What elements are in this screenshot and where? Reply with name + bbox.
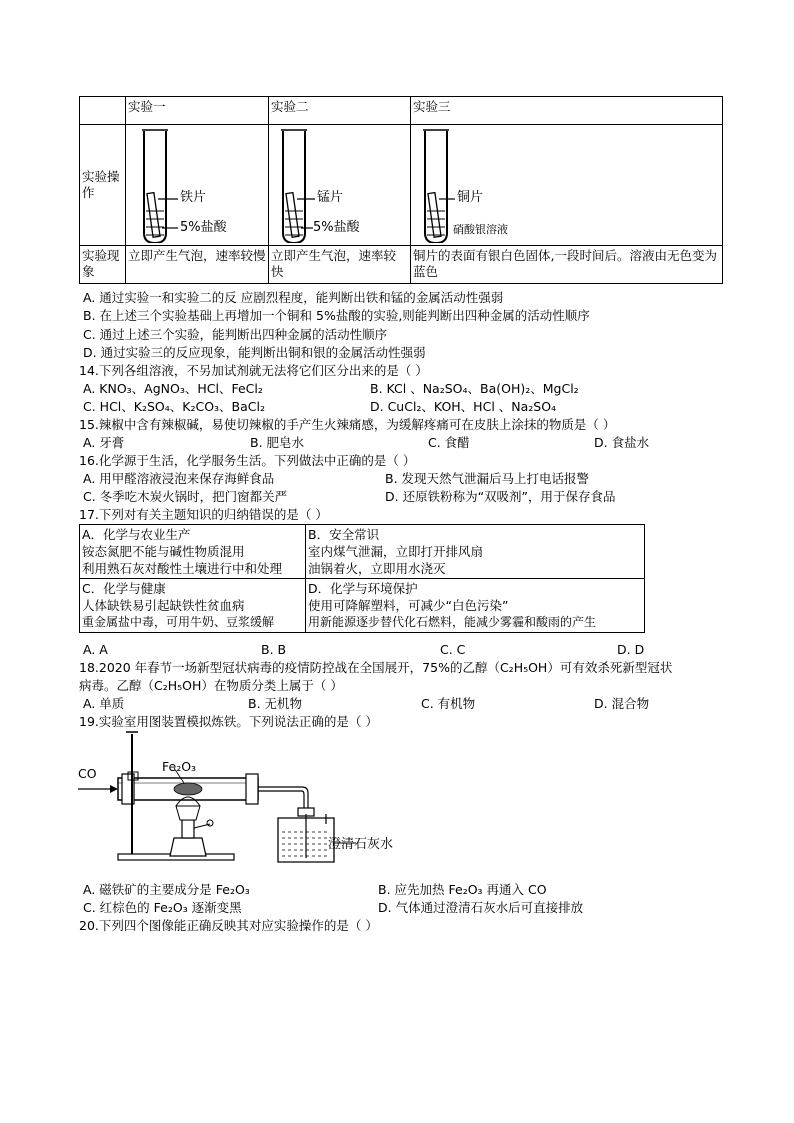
obs-exp2: 立即产生气泡，速率较快 <box>269 246 411 284</box>
obs-exp1: 立即产生气泡，速率较慢 <box>126 246 269 284</box>
q18-option-c: C. 有机物 <box>421 696 476 711</box>
q17-option-c: C. C <box>440 642 466 657</box>
q16-option-c: C. 冬季吃木炭火锅时，把门窗都关严 <box>83 489 288 504</box>
q17-option-a: A. A <box>83 642 108 657</box>
q14-option-c: C. HCl、K₂SO₄、K₂CO₃、BaCl₂ <box>83 399 266 414</box>
q17-cell-d-line2: 用新能源逐步替代化石燃料，能减少雾霾和酸雨的产生 <box>308 615 597 629</box>
test-tube-copper-figure <box>411 125 611 243</box>
q19-option-c: C. 红棕色的 Fe₂O₃ 逐渐变黑 <box>83 900 242 915</box>
co-label: CO <box>78 766 97 781</box>
tube3-metal-label: 铜片 <box>457 190 484 205</box>
q17-cell-c-title: C．化学与健康 <box>82 581 166 596</box>
q19-option-b: B. 应先加热 Fe₂O₃ 再通入 CO <box>378 882 547 897</box>
q14-option-d: D. CuCl₂、KOH、HCl 、Na₂SO₄ <box>370 399 557 414</box>
fe2o3-label: Fe₂O₃ <box>162 759 197 774</box>
q16-option-a: A. 用甲醛溶液浸泡来保存海鲜食品 <box>83 471 275 486</box>
q14-stem: 14.下列各组溶液，不另加试剂就无法将它们区分出来的是（ ） <box>79 363 428 378</box>
q17-stem: 17.下列对有关主题知识的归纳错误的是（ ） <box>79 507 328 522</box>
q18-option-a: A. 单质 <box>83 696 125 711</box>
header-exp3: 实验三 <box>411 97 723 125</box>
q16-stem: 16.化学源于生活，化学服务生活。下列做法中正确的是（ ） <box>79 453 416 468</box>
q13-option-d: D. 通过实验三的反应现象，能判断出铜和银的金属活动性强弱 <box>83 345 426 360</box>
obs-exp3: 铜片的表面有银白色固体,一段时间后。溶液由无色变为蓝色 <box>411 246 723 284</box>
q19-option-a: A. 磁铁矿的主要成分是 Fe₂O₃ <box>83 882 250 897</box>
q17-cell-d <box>306 579 645 633</box>
tube1-metal-label: 铁片 <box>180 190 207 205</box>
tube2-metal-label: 锰片 <box>317 190 344 205</box>
q15-option-b: B. 肥皂水 <box>250 435 305 450</box>
table-corner-cell <box>80 97 126 125</box>
q17-cell-a-line2: 利用熟石灰对酸性土壤进行中和处理 <box>82 561 283 576</box>
q17-table <box>79 524 645 633</box>
q13-option-a: A. 通过实验一和实验二的反 应剧烈程度，能判断出铁和锰的金属活动性强弱 <box>83 290 504 305</box>
q17-cell-c-line2: 重金属盐中毒，可用牛奶、豆浆缓解 <box>82 615 275 629</box>
q18-stem-line2: 病毒。乙醇（C₂H₅OH）在物质分类上属于（ ） <box>79 678 343 693</box>
tube2-solution-label: 5%盐酸 <box>313 220 360 235</box>
q15-option-d: D. 食盐水 <box>594 435 650 450</box>
q17-cell-a-line1: 铵态氮肥不能与碱性物质混用 <box>82 544 245 559</box>
q16-option-d: D. 还原铁粉称为“双吸剂”，用于保存食品 <box>385 489 616 504</box>
experiment-table <box>79 96 723 284</box>
tube-cell-1 <box>126 125 269 246</box>
q15-stem: 15.辣椒中含有辣椒碱，易使切辣椒的手产生火辣痛感，为缓解疼痛可在皮肤上涂抹的物质是（ ） <box>79 417 616 432</box>
q19-option-d: D. 气体通过澄清石灰水后可直接排放 <box>378 900 584 915</box>
q17-cell-b-line1: 室内煤气泄漏，立即打开排风扇 <box>308 544 484 559</box>
q17-cell-d-title: D．化学与环境保护 <box>308 581 418 596</box>
q19-stem: 19.实验室用图装置模拟炼铁。下列说法正确的是（ ） <box>79 714 378 729</box>
q15-option-a: A. 牙膏 <box>83 435 125 450</box>
q13-option-b: B. 在上述三个实验基础上再增加一个铜和 5%盐酸的实验,则能判断出四种金属的活动性顺序 <box>83 308 590 323</box>
tube3-solution-label: 硝酸银溶液 <box>453 223 508 236</box>
iron-smelting-apparatus-figure <box>70 728 430 868</box>
q16-option-b: B. 发现天然气泄漏后马上打电话报警 <box>385 471 590 486</box>
tube-cell-2 <box>269 125 411 246</box>
header-exp2: 实验二 <box>269 97 411 125</box>
q20-stem: 20.下列四个图像能正确反映其对应实验操作的是（ ） <box>79 918 378 933</box>
q17-cell-d-line1: 使用可降解塑料，可减少“白色污染” <box>308 598 509 613</box>
q17-cell-b-title: B．安全常识 <box>308 527 380 542</box>
q13-option-c: C. 通过上述三个实验，能判断出四种金属的活动性顺序 <box>83 327 388 342</box>
tube-cell-3 <box>411 125 723 246</box>
q14-option-a: A. KNO₃、AgNO₃、HCl、FeCl₂ <box>83 381 263 396</box>
q17-cell-c <box>80 579 306 633</box>
q17-cell-c-line1: 人体缺铁易引起缺铁性贫血病 <box>82 598 245 613</box>
row-label-observation: 实验现象 <box>80 246 126 284</box>
tube1-solution-label: 5%盐酸 <box>180 220 227 235</box>
q14-option-b: B. KCl 、Na₂SO₄、Ba(OH)₂、MgCl₂ <box>370 381 579 396</box>
q15-option-c: C. 食醋 <box>428 435 470 450</box>
header-exp1: 实验一 <box>126 97 269 125</box>
q18-option-b: B. 无机物 <box>248 696 303 711</box>
q18-stem-line1: 18.2020 年春节一场新型冠状病毒的疫情防控战在全国展开，75%的乙醇（C₂H₅OH）可有效杀死新型冠状 <box>79 660 673 675</box>
q17-option-d: D. D <box>617 642 645 657</box>
q17-cell-b-line2: 油锅着火，立即用水浇灭 <box>308 561 446 576</box>
q18-option-d: D. 混合物 <box>594 696 650 711</box>
q17-option-b: B. B <box>261 642 287 657</box>
q17-cell-a <box>80 525 306 579</box>
row-label-operation: 实验操作 <box>80 125 126 246</box>
q17-cell-b <box>306 525 645 579</box>
q17-cell-a-title: A．化学与农业生产 <box>82 527 191 542</box>
limewater-label: 澄清石灰水 <box>328 837 394 852</box>
